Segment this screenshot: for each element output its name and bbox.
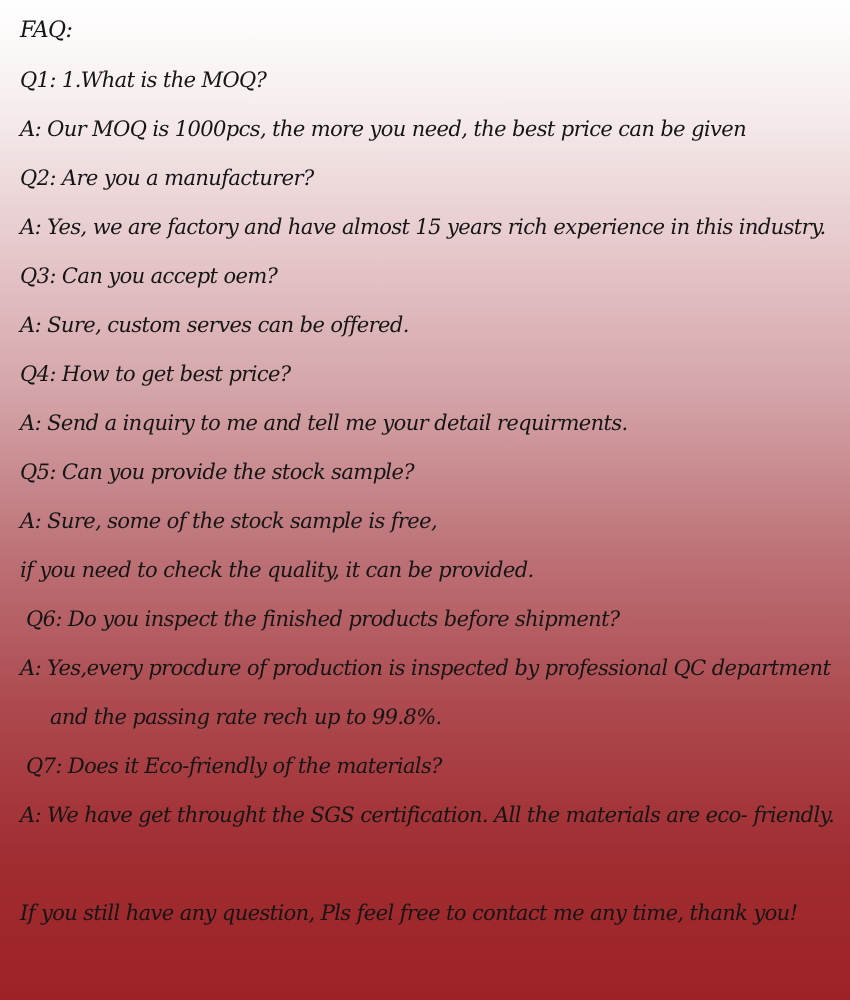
faq-question-5: Q5: Can you provide the stock sample? [20, 460, 415, 484]
faq-closing-note: If you still have any question, Pls feel free to contact me any time, thank you! [20, 901, 798, 925]
faq-answer-7: A: We have get throught the SGS certification. All the materials are eco- friendly. [20, 803, 835, 827]
faq-question-3: Q3: Can you accept oem? [20, 264, 278, 288]
faq-question-6: Q6: Do you inspect the finished products before shipment? [26, 607, 620, 631]
faq-answer-5-continued: if you need to check the quality, it can be provided. [20, 558, 534, 582]
faq-answer-1: A: Our MOQ is 1000pcs, the more you need, the best price can be given [20, 117, 747, 141]
faq-answer-2: A: Yes, we are factory and have almost 15 years rich experience in this industry. [20, 215, 826, 239]
faq-answer-4: A: Send a inquiry to me and tell me your detail requirments. [20, 411, 628, 435]
faq-title: FAQ: [20, 18, 73, 43]
faq-answer-6-continued: and the passing rate rech up to 99.8%. [50, 705, 442, 729]
faq-answer-5: A: Sure, some of the stock sample is free, [20, 509, 438, 533]
faq-answer-3: A: Sure, custom serves can be offered. [20, 313, 409, 337]
faq-question-2: Q2: Are you a manufacturer? [20, 166, 314, 190]
faq-answer-6: A: Yes,every procdure of production is inspected by professional QC department [20, 656, 831, 680]
faq-question-4: Q4: How to get best price? [20, 362, 291, 386]
faq-question-7: Q7: Does it Eco-friendly of the materials? [26, 754, 442, 778]
faq-question-1: Q1: 1.What is the MOQ? [20, 68, 267, 92]
